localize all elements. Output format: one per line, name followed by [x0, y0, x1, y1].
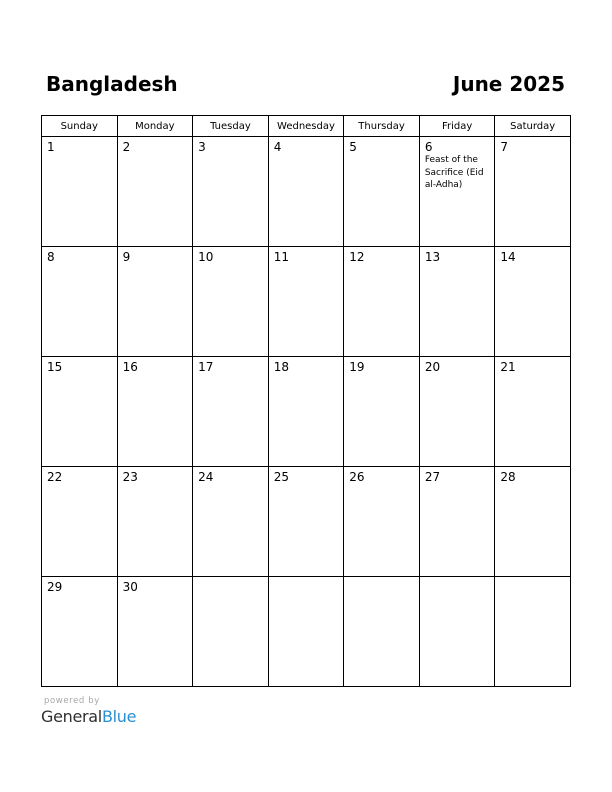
- day-number: 20: [424, 360, 441, 374]
- day-cell: [193, 467, 269, 577]
- day-number: 11: [273, 250, 289, 264]
- day-number: 28: [500, 470, 516, 484]
- day-number: 10: [198, 250, 214, 264]
- day-cell: [193, 357, 269, 467]
- generalblue-logo[interactable]: [41, 707, 136, 727]
- brand-general-text: General: [41, 707, 102, 726]
- week-row-3: [42, 357, 571, 467]
- day-cell: [268, 467, 344, 577]
- day-number: 26: [349, 470, 365, 484]
- day-cell: [419, 467, 495, 577]
- day-number: 9: [122, 250, 131, 264]
- day-number: 3: [198, 140, 206, 154]
- weekday-sunday: Sunday: [42, 116, 118, 137]
- day-number: 25: [273, 470, 289, 484]
- day-number: 29: [47, 580, 63, 594]
- day-cell: [193, 247, 269, 357]
- day-number: 18: [273, 360, 289, 374]
- day-cell: [42, 357, 118, 467]
- day-number: 15: [47, 360, 63, 374]
- day-cell: [419, 577, 495, 687]
- day-cell: [419, 357, 495, 467]
- day-cell: [268, 357, 344, 467]
- day-cell: [117, 577, 193, 687]
- day-cell: [117, 137, 193, 247]
- day-number: 2: [122, 140, 131, 154]
- day-number: 30: [122, 580, 138, 594]
- day-cell: [495, 357, 571, 467]
- day-cell: [117, 247, 193, 357]
- day-number: 4: [273, 140, 282, 154]
- day-cell: [495, 137, 571, 247]
- day-cell: [344, 577, 420, 687]
- day-number: 13: [424, 250, 441, 264]
- day-cell: [495, 467, 571, 577]
- day-number: 6: [424, 140, 433, 154]
- footer: [41, 696, 136, 727]
- day-number: 19: [349, 360, 365, 374]
- day-cell: [419, 247, 495, 357]
- weekday-saturday: Saturday: [495, 116, 571, 137]
- week-row-1: [42, 137, 571, 247]
- day-cell: [42, 467, 118, 577]
- day-cell: [42, 577, 118, 687]
- day-number: 12: [349, 250, 365, 264]
- day-number: 14: [500, 250, 516, 264]
- day-cell: [344, 247, 420, 357]
- day-number: 7: [500, 140, 509, 154]
- day-cell: [344, 357, 420, 467]
- week-row-2: [42, 247, 571, 357]
- weekday-tuesday: Tuesday: [193, 116, 269, 137]
- day-cell: [117, 467, 193, 577]
- day-number: 23: [122, 470, 138, 484]
- day-cell: [193, 137, 269, 247]
- day-number: 17: [198, 360, 214, 374]
- day-cell: [268, 247, 344, 357]
- day-number: 27: [424, 470, 441, 484]
- day-cell: [193, 577, 269, 687]
- day-number: 21: [500, 360, 516, 374]
- weekday-wednesday: Wednesday: [268, 116, 344, 137]
- powered-by-label: powered by: [44, 696, 100, 706]
- day-number: 24: [198, 470, 214, 484]
- weekday-header-row: [42, 116, 571, 137]
- calendar-grid: [41, 115, 571, 687]
- day-number: 5: [349, 140, 357, 154]
- day-cell: [42, 137, 118, 247]
- month-year-title: June 2025: [452, 72, 565, 96]
- day-cell: [495, 577, 571, 687]
- calendar-header: [41, 70, 570, 100]
- day-cell: [42, 247, 118, 357]
- day-cell: [344, 467, 420, 577]
- day-cell: [419, 137, 495, 247]
- brand-blue-text: Blue: [101, 707, 137, 726]
- day-cell: [344, 137, 420, 247]
- holiday-label: Feast of the Sacrifice (Eid al-Adha): [424, 155, 484, 190]
- day-cell: [117, 357, 193, 467]
- day-number: 1: [47, 140, 55, 154]
- weekday-friday: Friday: [419, 116, 495, 137]
- week-row-4: [42, 467, 571, 577]
- day-number: 16: [122, 360, 138, 374]
- day-cell: [268, 577, 344, 687]
- day-number: 8: [47, 250, 55, 264]
- day-cell: [495, 247, 571, 357]
- country-title: Bangladesh: [46, 72, 178, 96]
- day-number: 22: [47, 470, 63, 484]
- week-row-5: [42, 577, 571, 687]
- day-cell: [268, 137, 344, 247]
- weekday-thursday: Thursday: [344, 116, 420, 137]
- weekday-monday: Monday: [117, 116, 193, 137]
